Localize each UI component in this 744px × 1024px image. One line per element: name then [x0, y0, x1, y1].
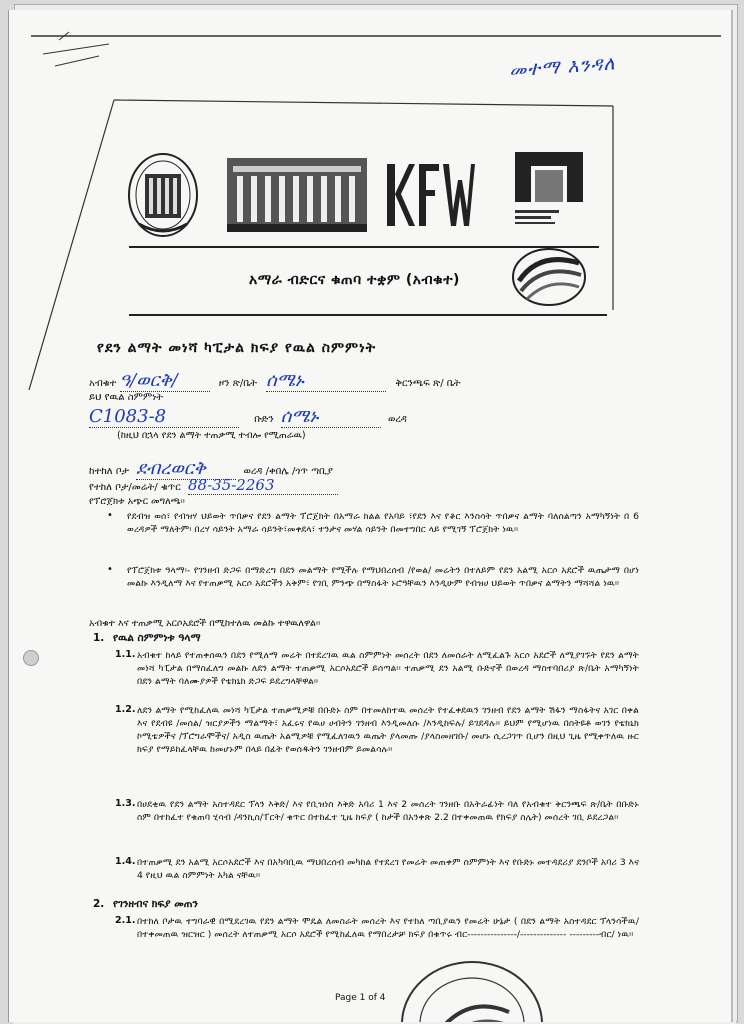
- handwritten-name: መተማ እንዳለ: [508, 52, 617, 82]
- bullet-item-1: የደብዝ ወሰ፣ የብዝሃ ህይወት ጥበቃና የደን ልማት ፕሮጀክት በአማራ ክልል የአባይ ፣የደን እና የቆር እንስሳት ጥበቃና ልማት ባለስልጣን አማካኝነት በ 6 ወረዳዎች ማለትም፡ በረሃ ሳይንት አማራ ሳይንት፣መቀደላ፣ ተንታና መሃል ሳይንት በመተግበር ላይ የሚገኝ ፕሮጀክት ነዉ፡፡: [127, 511, 639, 536]
- kebele-label: ቡድን: [254, 414, 274, 425]
- bullet-item-2: የፕሮጀክቱ ዓላማ፡- የገንዘብ ድጋፍ በማድረግ በደን መልማት የሚችሉ የማህበረሰብ /የወል/ መሬትን በተለይም የደን አልሚ አርሶ አደሮች ዉጤታማ በሆነ መልኩ እንዲለማ እና የተጠቃሚ አርሶ አደሮችን አቅም፣ የገቢ ምንጭ በማስፋት ኑሮዓቸዉን እንዲሁም የብዝሀ ህይወት ጥበቃና ልማትን ማሻሻል ነዉ፡፡: [127, 565, 639, 590]
- item-1-4-number: 1.4.: [115, 856, 136, 867]
- document-title: የደን ልማት መነሻ ካፒታል ክፍያ የዉል ስምምነት: [97, 340, 377, 356]
- item-1-3-text: በሀደቂዉ የደን ልማት አስተዳደር ፕላን እቅድ/ እና የቢዝነስ እቅድ አባሪ 1 እና 2 መሰረት ገንዘቡ በአትራፊነት ባለ የአብቁተ ቅርንጫፍ ጽ/ቤት በቡድኑ ስም በተከፈተ የቁጠባ ሂሳብ /ዳንኪስ/ፐርት/ ቁጥር በተከፈተ ጊዜ ክፍያ ( ከታች በአንቀጽ 2.2 በተቀመጠዉ የክፍያ ስሌት) መሰረት ገቢ ይደረጋል፡፡: [137, 799, 639, 824]
- acsi-logo: [509, 245, 589, 309]
- site-number-row: [89, 476, 338, 495]
- subbranch-label: ቅርንጫፍ ጽ/ ቤት: [395, 378, 461, 389]
- section-1-title: የዉል ስምምነቱ ዓላማ: [113, 632, 201, 644]
- contract-value: C1083-8: [89, 406, 239, 428]
- item-1-1-number: 1.1.: [115, 649, 136, 660]
- item-1-3-number: 1.3.: [115, 798, 136, 809]
- page-number: Page 1 of 4: [335, 993, 386, 1003]
- organization-name: አማራ ብድርና ቁጠባ ተቋም (አብቁተ): [249, 272, 460, 288]
- item-2-1-text: በተከለ ቦታዉ ተግባራዊ በሚደረገዉ የደን ልማት ሞዴል ለመስራት መሰረት እና የተከለ ጣቢያዉን የመሬት ሁኔታ ( በደን ልማት አስተዳደር ፕላንሳችዉ/ በተቀመጠዉ ዝርዝር ) መሰረት ለተጠቃሚ አርሶ አደሮች የሚከፈለዉ የማበረታቻ ክፍያ በቁጥሩ ብር---------------/-------------- ---------ብር/ ነዉ፡፡: [137, 916, 639, 941]
- site-label: ከተከለ ቦታ: [89, 466, 130, 477]
- branch-label: አብቁተ: [89, 378, 117, 389]
- header-divider-bottom: [129, 314, 607, 316]
- item-1-1-text: አብቁተ ከላይ የተጠቀሰዉን በደን የሚለማ መሬት በተደረገዉ ዉል ስምምነት መሰረት በደን ለመሰራት ለሚፈልጉ አርሶ አደሮች ለሚያገኙት የደን ልማት መነሻ ካፒታል በማስፈለግ መልኩ ለደን ልማት ተጠቃሚ አርሶአደሮች ይሰጣል፡፡ ተጠቃሚ ደን አልሚ ቡድኖች በወረዳ ማስተባበሪያ ጽ/ቤት አማካኝነት በደን ልማት ባለሙያዎች የቴክኒክ ድጋፍ ይደረግላቸዋል፡፡: [137, 650, 639, 688]
- section-2-title: የገንዘብና ክፍያ መጠን: [113, 898, 199, 910]
- amhara-emblem-logo: [127, 152, 199, 238]
- site-number-label: የተከለ ቦታ/መሬት/ ቁጥር: [89, 482, 181, 493]
- contract-row: [89, 406, 407, 428]
- kfw-logo: [385, 160, 475, 230]
- kebele-value: ሰሜኑ: [281, 406, 381, 428]
- contract-label: ይህ የዉል ስምምነት: [89, 392, 163, 403]
- item-1-2-text: ለደን ልማት የሚከፈለዉ መነሻ ካፒታል ተጠቃሚዎቹ በቡድኑ ስም በተመለከተዉ መሰረት የተፈቀደዉን ገንዘብ የደን ልማት ሽፋን ማስፋትና አገር በቀል እና የደብዩ /መሰል/ ዝርያዎችን ማልማት፣ አፈሩና የዉሀ ሀብትን ገንዘብ እንዲመለሱ /እንዲከፍሉ/ ይገደዳሉ፡፡ ይህም የሚሆነዉ በስትዩቶ ወገን የቴክኒክ ኮሚቴዎችና /ፕሮግራሞችና/ አዲስ ዉጤት አልሚዎቹ የሚፈለገዉን ዉጤት ያላመጡ /ያላስመዘገቡ/ መሆኑ ሲረጋገጥ ቢሆን በዚህ ጊዜ የሚቀጥለዉ ዙር ክፍያ የማይከፈላቸዉ ከመሆኑም በላይ በፊት የወሰዱትን ገንዘብም ይመልሳሉ፡፡: [137, 705, 639, 756]
- agreement-line: አብቁተ እና ተጠቃሚ አርሶአደሮች በሚከተለዉ መልኩ ተዋዉለዋል፡፡: [89, 618, 321, 629]
- bullet-dot: •: [107, 510, 113, 521]
- contract-label-row: [89, 392, 163, 403]
- bullet-dot: •: [107, 564, 113, 575]
- official-stamp: [397, 954, 547, 1022]
- intro-heading: የፕሮጀክቱ አጭር መግለጫ፡፡: [89, 496, 185, 507]
- zone-label: ዞን ጽ/ቤት: [218, 378, 257, 389]
- item-2-1-number: 2.1.: [115, 915, 136, 926]
- site-value: ደብረወርቅ: [136, 458, 236, 480]
- beneficiary-note: (ከዚህ በኋላ የደን ልማት ተጠቃሚ ተብሎ የሚጠራዉ): [117, 430, 306, 441]
- building-logo: [227, 158, 367, 232]
- german-cooperation-logo: [509, 148, 589, 232]
- item-1-2-number: 1.2.: [115, 704, 136, 715]
- section-1-number: 1.: [93, 632, 105, 644]
- branch-row: [89, 370, 460, 392]
- woreda-label: ወረዳ: [387, 414, 407, 425]
- item-1-4-text: በተጠቃሚ ደን አልሚ አርሶአደሮች እና በአካባቢዉ ማህበረሰብ መካከል የተደረገ የመሬት መጠቀም ስምምነት እና የቡድኑ መተዳደሪያ ደንቦች አባሪ 3 እና 4 የዚህ ዉል ስምምነት አካል ናቸዉ፡፡: [137, 857, 639, 882]
- site-number-value: 88-35-2263: [188, 476, 338, 495]
- section-2-number: 2.: [93, 898, 105, 910]
- branch-value: ዓ/ወርቅ/: [120, 370, 210, 392]
- document-page: [8, 10, 731, 1022]
- header-divider-top: [129, 246, 599, 248]
- zone-value: ሰሜኑ: [266, 370, 386, 392]
- site-woreda-label: ወረዳ /ቀበሌ /ጎጥ ጣቢያ: [243, 466, 333, 477]
